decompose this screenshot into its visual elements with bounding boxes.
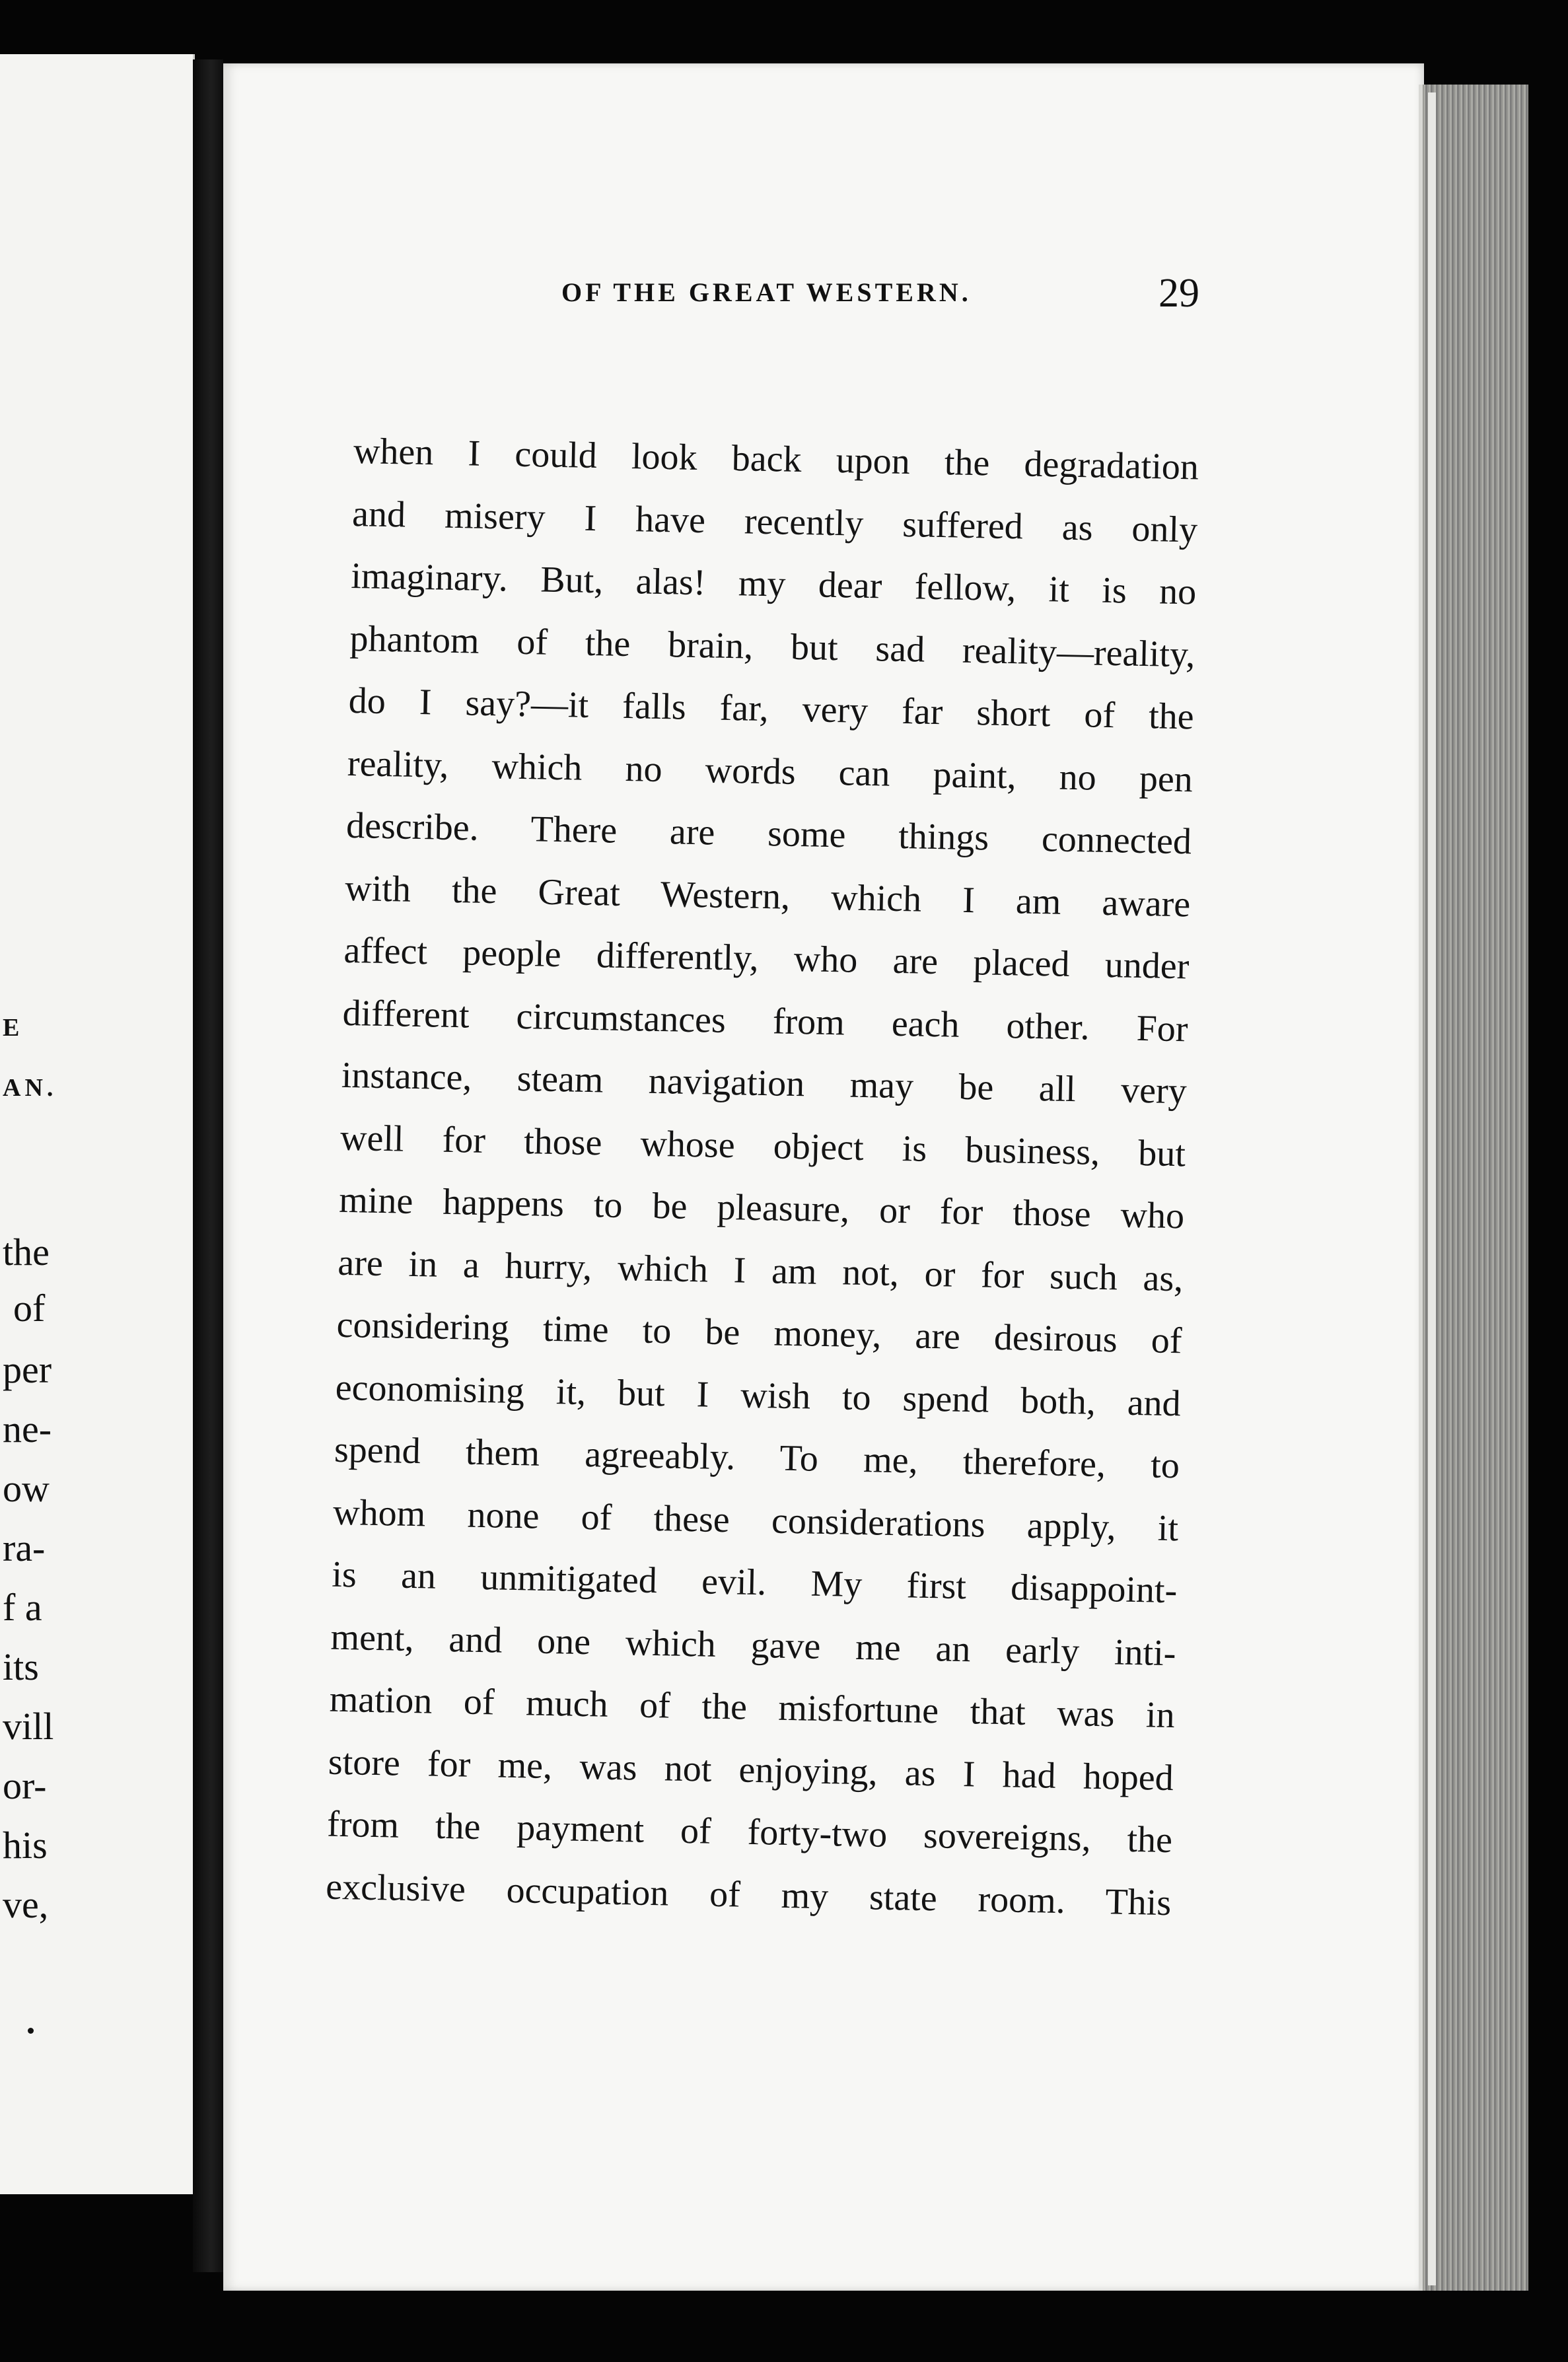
text-line: imaginary. But, alas! my dear fellow, it is no bbox=[350, 555, 1197, 613]
text-line: do I say?—it falls far, very far short of the bbox=[348, 680, 1195, 738]
text-line: instance, steam navigation may be all very bbox=[341, 1054, 1188, 1112]
page-number: 29 bbox=[1158, 271, 1199, 316]
text-line: is an unmitigated evil. My first disappoint- bbox=[331, 1554, 1178, 1612]
left-fragment: E bbox=[3, 1014, 24, 1042]
text-line: from the payment of forty-two sovereigns, the bbox=[326, 1803, 1173, 1861]
page-header bbox=[339, 270, 1199, 323]
text-line: spend them agreeably. To me, therefore, to bbox=[334, 1429, 1180, 1487]
text-line: exclusive occupation of my state room. This bbox=[325, 1866, 1172, 1923]
left-fragment: ve, bbox=[3, 1883, 49, 1926]
text-line: are in a hurry, which I am not, or for such as, bbox=[337, 1242, 1184, 1299]
left-fragment: ra- bbox=[3, 1526, 46, 1569]
ink-speck bbox=[28, 2028, 34, 2034]
running-head: OF THE GREAT WESTERN. bbox=[561, 277, 972, 307]
text-line: store for me, was not enjoying, as I had hoped bbox=[328, 1741, 1174, 1799]
text-line: affect people differently, who are placed under bbox=[343, 929, 1190, 987]
left-fragment: or- bbox=[3, 1764, 47, 1807]
left-fragment: AN. bbox=[3, 1074, 57, 1102]
text-line: and misery I have recently suffered as only bbox=[351, 493, 1198, 551]
text-line: economising it, but I wish to spend both, and bbox=[335, 1367, 1182, 1424]
text-line: different circumstances from each other. For bbox=[342, 992, 1189, 1050]
left-fragment: ow bbox=[3, 1467, 50, 1510]
text-line: well for those whose object is business, but bbox=[339, 1117, 1186, 1174]
left-fragment: his bbox=[3, 1824, 48, 1867]
left-fragment: vill bbox=[3, 1705, 54, 1748]
previous-page-fragment bbox=[0, 54, 195, 2194]
text-line: phantom of the brain, but sad reality—reality, bbox=[349, 618, 1196, 676]
text-line: reality, which no words can paint, no pen bbox=[347, 742, 1194, 800]
text-line: with the Great Western, which I am aware bbox=[344, 867, 1191, 925]
body-text bbox=[325, 420, 1199, 1934]
text-line: mine happens to be pleasure, or for those who bbox=[338, 1179, 1185, 1237]
book-gutter bbox=[193, 59, 223, 2272]
left-fragment: its bbox=[3, 1645, 39, 1688]
left-fragment: the bbox=[3, 1231, 50, 1273]
text-line: describe. There are some things connected bbox=[345, 805, 1192, 863]
text-line: mation of much of the misfortune that was in bbox=[329, 1678, 1176, 1736]
left-fragment: ne- bbox=[3, 1408, 52, 1450]
page-edge-highlight bbox=[1428, 92, 1436, 2285]
left-fragment: of bbox=[13, 1287, 46, 1330]
text-line: ment, and one which gave me an early inti- bbox=[330, 1616, 1176, 1674]
text-line: whom none of these considerations apply, it bbox=[332, 1491, 1179, 1549]
text-line: considering time to be money, are desirous of bbox=[336, 1304, 1183, 1362]
left-fragment: f a bbox=[3, 1586, 42, 1629]
left-fragment: per bbox=[3, 1348, 52, 1391]
text-line: when I could look back upon the degradation bbox=[353, 430, 1199, 488]
